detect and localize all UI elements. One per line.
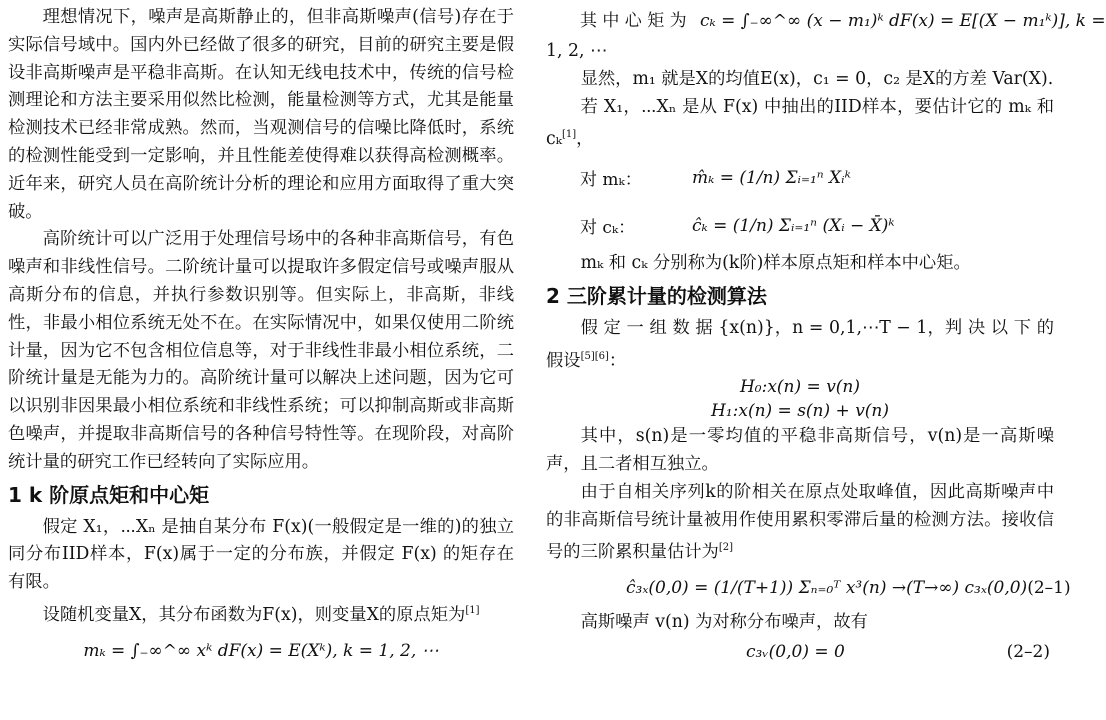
formula-central-moment-cont: 1, 2, ⋯ <box>546 41 608 61</box>
formula-central-moment: cₖ = ∫₋∞^∞ (x − m₁)ᵏ dF(x) = E[(X − m₁ᵏ)], k = <box>700 11 1106 31</box>
equation-2-2-formula: c₃ᵥ(0,0) = 0 <box>746 641 845 662</box>
estimator-m-row <box>546 154 1054 202</box>
paragraph-gaussian-symmetric: 高斯噪声 v(n) 为对称分布噪声，故有 <box>580 611 868 632</box>
paragraph-iid-estimate <box>546 94 1054 154</box>
paragraph-iid-assumption: 假定 X₁，⋯Xₙ 是抽自某分布 F(x)(一般假定是一维的)的独立同分布IID样本，F(x)属于一定的分布族，并假定 F(x) 的矩存在有限。 <box>8 516 514 593</box>
paragraph-higher-order-stats: 高阶统计可以广泛用于处理信号场中的各种非高斯信号，有色噪声和非线性信号。二阶统计量可以提取许多假定信号或噪声服从高斯分布的信息，并执行参数识别等。但实际上，非高斯，非线性，非最小相位系统无处不在。在实际情况中，如果仅使用二阶统计量，因为它不包含相位信息等，对于非线性非最小相位系统，二阶统计量是无能为力的。高阶统计量可以解决上述问题，因为它可以识别非因果最小相位系统和非线性系统；可以抑制高斯或非高斯色噪声，并提取非高斯信号的各种信号特性等。在现阶段，对高阶统计量的研究工作已经转向了实际应用。 <box>8 229 514 472</box>
left-column <box>8 4 514 666</box>
citation-ref: [2] <box>718 542 733 554</box>
hypothesis-h1: H₁:x(n) = s(n) + v(n) <box>710 401 890 422</box>
equation-2-1 <box>546 567 1071 609</box>
estimator-m-label: 对 mₖ： <box>580 170 642 191</box>
citation-ref: [1] <box>561 129 577 141</box>
paragraph-signal-def: 其中，s(n)是一零均值的平稳非高斯信号，v(n)是一高斯噪声，且二者相互独立。 <box>546 426 1054 474</box>
hypothesis-h0: H₀:x(n) = v(n) <box>739 377 861 398</box>
right-column <box>546 4 1106 667</box>
section-1-heading: 1 k 阶原点矩和中心矩 <box>8 482 210 507</box>
citation-ref: [5][6] <box>580 350 609 362</box>
estimator-c-label: 对 cₖ： <box>580 218 636 239</box>
hypothesis-intro-text: 假 定 一 组 数 据 {x(n)}，n = 0,1,⋯T − 1，判 决 以 下 的 假设 <box>546 317 1054 371</box>
equation-2-1-formula: ĉ₃ₓ(0,0) = (1/(T+1)) Σₙ₌₀ᵀ x³(n) →(T→∞) c₃ₓ(0,0) <box>626 577 1028 598</box>
equation-2-2-number: (2–2) <box>1006 641 1050 662</box>
citation-ref: [1] <box>465 604 480 616</box>
hypothesis-intro-tail: ： <box>608 350 627 371</box>
central-moment-intro: 其 中 心 矩 为 <box>580 11 687 31</box>
iid-estimate-tail: ， <box>576 129 594 150</box>
iid-estimate-text: 若 X₁，⋯Xₙ 是从 F(x) 中抽出的IID样本，要估计它的 mₖ 和 cₖ <box>546 96 1054 150</box>
paragraph-moment-names: mₖ 和 cₖ 分别称为(k阶)样本原点矩和样本中心矩。 <box>580 252 971 273</box>
estimator-c-row <box>546 202 1054 250</box>
origin-moment-text: 设随机变量X，其分布函数为F(x)，则变量X的原点矩为 <box>42 604 466 625</box>
estimator-c-formula: ĉₖ = (1/n) Σᵢ₌₁ⁿ (Xᵢ − X̄)ᵏ <box>692 215 895 236</box>
equation-2-1-number: (2–1) <box>1027 577 1071 598</box>
paragraph-hypothesis-intro <box>546 315 1054 375</box>
estimator-m-formula: m̂ₖ = (1/n) Σᵢ₌₁ⁿ Xᵢᵏ <box>692 167 851 188</box>
section-2-heading: 2 三阶累计量的检测算法 <box>546 283 767 308</box>
paragraph-obvious: 显然，m₁ 就是X的均值E(x)，c₁ = 0，c₂ 是X的方差 Var(X). <box>580 68 1054 89</box>
cumulant-method-text: 由于自相关序列k的阶相关在原点处取峰值，因此高斯噪声中的非高斯信号统计量被用作使用累积零滞后量的检测方法。接收信号的三阶累积量估计为 <box>546 481 1054 563</box>
paragraph-origin-moment <box>8 597 514 630</box>
equation-2-2 <box>546 637 1054 667</box>
central-moment-line <box>546 4 1106 38</box>
paragraph-noise-intro: 理想情况下，噪声是高斯静止的，但非高斯噪声(信号)存在于实际信号域中。国内外已经做了很多的研究，目前的研究主要是假设非高斯噪声是平稳非高斯。在认知无线电技术中，传统的信号检测理论和方法主要采用似然比检测，能量检测等方式，尤其是能量检测技术已经非常成熟。然而，当观测信号的信噪比降低时，系统的检测性能受到一定影响，并且性能差使得难以获得高检测概率。近年来，研究人员在高阶统计分析的理论和应用方面取得了重大突破。 <box>8 7 514 222</box>
paragraph-cumulant-method <box>546 479 1054 567</box>
formula-origin-moment: mₖ = ∫₋∞^∞ xᵏ dF(x) = E(Xᵏ), k = 1, 2, ⋯ <box>83 640 439 661</box>
